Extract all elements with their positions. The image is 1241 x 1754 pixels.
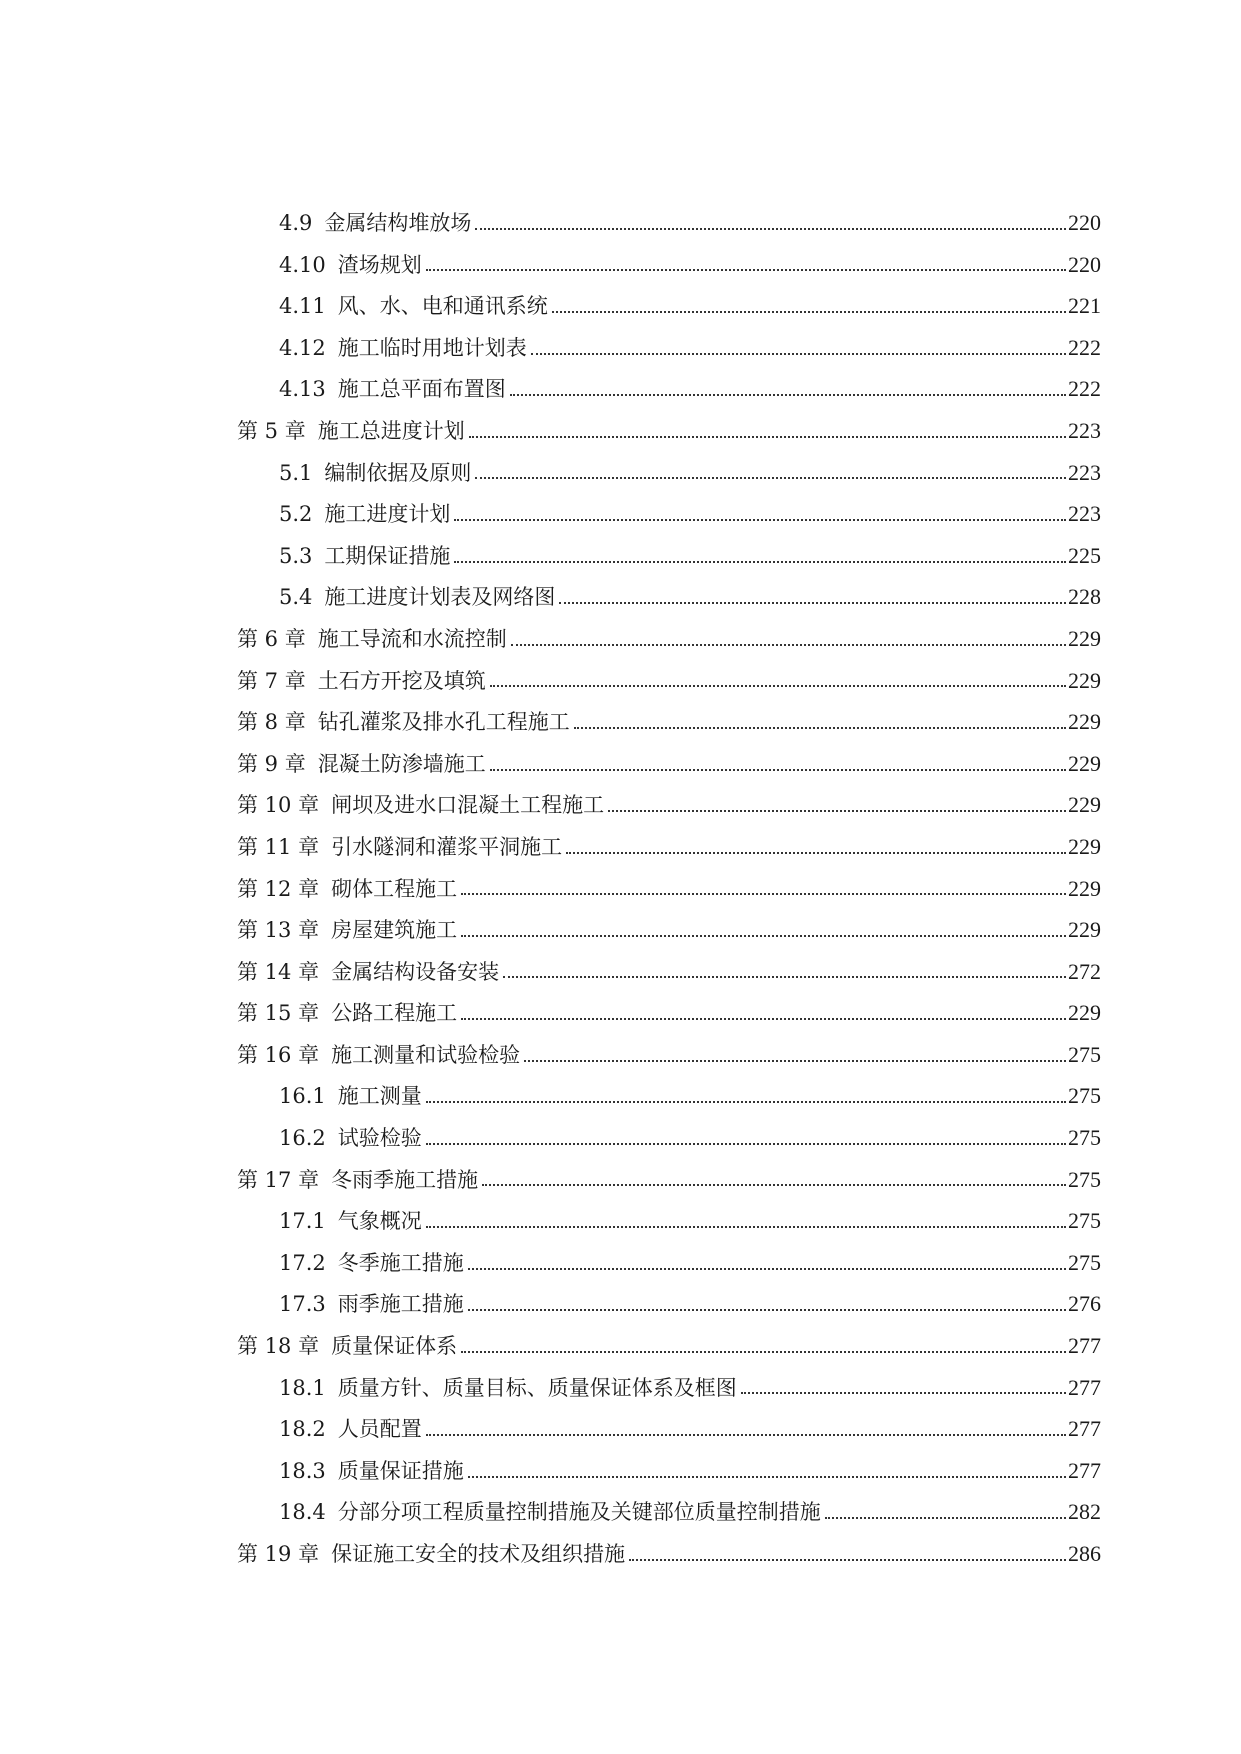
toc-chapter-entry[interactable] xyxy=(237,410,1101,452)
toc-section-entry[interactable] xyxy=(237,1450,1101,1492)
toc-entry-title: 砌体工程施工 xyxy=(331,876,458,901)
toc-page-number: 275 xyxy=(1068,1083,1101,1109)
toc-page-number: 229 xyxy=(1068,750,1101,776)
toc-entry-title: 分部分项工程质量控制措施及关键部位质量控制措施 xyxy=(337,1500,821,1525)
toc-entry-number: 第 14 章 xyxy=(237,959,320,984)
toc-page-number: 277 xyxy=(1068,1374,1101,1400)
toc-section-entry[interactable] xyxy=(237,1075,1101,1117)
toc-dot-leader xyxy=(426,1143,1066,1145)
toc-entry-number: 第 18 章 xyxy=(237,1334,320,1359)
toc-entry-title: 雨季施工措施 xyxy=(337,1292,464,1317)
toc-page-number: 275 xyxy=(1068,1249,1101,1275)
toc-dot-leader xyxy=(531,353,1066,355)
toc-entry-number: 第 16 章 xyxy=(237,1042,320,1067)
toc-dot-leader xyxy=(461,1351,1066,1353)
toc-entry-title: 引水隧洞和灌浆平洞施工 xyxy=(331,834,563,859)
toc-chapter-entry[interactable] xyxy=(237,1034,1101,1076)
toc-section-entry[interactable] xyxy=(237,1242,1101,1284)
toc-entry-title: 质量保证措施 xyxy=(337,1458,464,1483)
toc-entry-number: 17.2 xyxy=(279,1250,326,1275)
toc-entry-number: 第 9 章 xyxy=(237,751,306,776)
toc-entry-number: 18.1 xyxy=(279,1375,326,1400)
toc-chapter-entry[interactable] xyxy=(237,909,1101,951)
toc-entry-title: 工期保证措施 xyxy=(324,543,451,568)
toc-entry-title: 金属结构堆放场 xyxy=(324,211,472,235)
toc-entry-number: 17.3 xyxy=(279,1292,326,1317)
toc-page-number: 282 xyxy=(1068,1499,1101,1525)
toc-section-entry[interactable] xyxy=(237,576,1101,618)
toc-entry-title: 质量方针、质量目标、质量保证体系及框图 xyxy=(337,1375,737,1400)
toc-entry-number: 第 12 章 xyxy=(237,876,320,901)
toc-page-number: 220 xyxy=(1068,210,1101,235)
toc-page-number: 275 xyxy=(1068,1041,1101,1067)
toc-page-number: 225 xyxy=(1068,542,1101,568)
toc-entry-title: 金属结构设备安装 xyxy=(331,959,500,984)
toc-entry-number: 5.2 xyxy=(279,502,313,527)
toc-page-number: 277 xyxy=(1068,1457,1101,1483)
toc-page-number: 229 xyxy=(1068,792,1101,818)
toc-section-entry[interactable] xyxy=(237,202,1101,244)
toc-entry-title: 房屋建筑施工 xyxy=(331,918,458,943)
toc-dot-leader xyxy=(741,1392,1066,1394)
toc-entry-number: 16.1 xyxy=(279,1084,326,1109)
toc-entry-number: 4.10 xyxy=(279,252,326,277)
toc-chapter-entry[interactable] xyxy=(237,701,1101,743)
toc-entry-title: 混凝土防渗墙施工 xyxy=(317,751,486,776)
toc-page-number: 220 xyxy=(1068,251,1101,277)
toc-entry-number: 第 15 章 xyxy=(237,1001,320,1026)
toc-page-number: 223 xyxy=(1068,459,1101,485)
toc-entry-title: 气象概况 xyxy=(337,1209,422,1234)
toc-chapter-entry[interactable] xyxy=(237,1533,1101,1575)
toc-chapter-entry[interactable] xyxy=(237,660,1101,702)
toc-dot-leader xyxy=(475,477,1066,479)
toc-section-entry[interactable] xyxy=(237,535,1101,577)
toc-page-number: 229 xyxy=(1068,833,1101,859)
toc-dot-leader xyxy=(510,394,1066,396)
toc-entry-title: 施工进度计划 xyxy=(324,502,451,527)
toc-entry-title: 施工进度计划表及网络图 xyxy=(324,585,556,610)
toc-section-entry[interactable] xyxy=(237,368,1101,410)
toc-entry-title: 保证施工安全的技术及组织措施 xyxy=(331,1542,626,1566)
toc-chapter-entry[interactable] xyxy=(237,618,1101,660)
toc-page-number: 277 xyxy=(1068,1416,1101,1442)
toc-dot-leader xyxy=(574,727,1066,729)
toc-dot-leader xyxy=(454,561,1066,563)
toc-dot-leader xyxy=(461,935,1066,937)
toc-page-number: 229 xyxy=(1068,1000,1101,1026)
toc-entry-number: 第 6 章 xyxy=(237,626,306,651)
toc-dot-leader xyxy=(608,810,1066,812)
toc-page-number: 222 xyxy=(1068,376,1101,402)
toc-section-entry[interactable] xyxy=(237,1367,1101,1409)
toc-page-number: 275 xyxy=(1068,1208,1101,1234)
toc-entry-title: 施工导流和水流控制 xyxy=(317,626,507,651)
toc-entry-number: 第 17 章 xyxy=(237,1167,320,1192)
toc-chapter-entry[interactable] xyxy=(237,826,1101,868)
toc-entry-title: 施工总进度计划 xyxy=(317,418,465,443)
toc-entry-title: 风、水、电和通讯系统 xyxy=(337,294,548,319)
toc-entry-number: 18.2 xyxy=(279,1417,326,1442)
toc-dot-leader xyxy=(426,1434,1066,1436)
toc-entry-title: 编制依据及原则 xyxy=(324,460,472,485)
toc-dot-leader xyxy=(468,1476,1066,1478)
toc-section-entry[interactable] xyxy=(237,1491,1101,1533)
toc-entry-number: 5.1 xyxy=(279,460,313,485)
toc-entry-number: 第 11 章 xyxy=(237,834,320,859)
toc-page-number: 223 xyxy=(1068,417,1101,443)
toc-page-number: 286 xyxy=(1068,1541,1101,1566)
toc-section-entry[interactable] xyxy=(237,1200,1101,1242)
toc-section-entry[interactable] xyxy=(237,285,1101,327)
toc-page-number: 229 xyxy=(1068,667,1101,693)
toc-entry-number: 5.3 xyxy=(279,543,313,568)
toc-dot-leader xyxy=(468,1309,1066,1311)
toc-page-number: 228 xyxy=(1068,584,1101,610)
toc-dot-leader xyxy=(524,1060,1066,1062)
toc-section-entry[interactable] xyxy=(237,244,1101,286)
toc-chapter-entry[interactable] xyxy=(237,1159,1101,1201)
toc-entry-title: 人员配置 xyxy=(337,1417,422,1442)
toc-section-entry[interactable] xyxy=(237,327,1101,369)
toc-dot-leader xyxy=(511,644,1066,646)
toc-dot-leader xyxy=(461,893,1066,895)
toc-dot-leader xyxy=(475,228,1066,230)
toc-entry-title: 冬季施工措施 xyxy=(337,1250,464,1275)
toc-entry-title: 施工临时用地计划表 xyxy=(337,335,527,360)
table-of-contents xyxy=(237,202,1101,1575)
toc-dot-leader xyxy=(503,976,1066,978)
toc-dot-leader xyxy=(461,1018,1066,1020)
toc-page-number: 272 xyxy=(1068,958,1101,984)
toc-page-number: 221 xyxy=(1068,293,1101,319)
toc-entry-number: 第 19 章 xyxy=(237,1542,320,1566)
toc-section-entry[interactable] xyxy=(237,1283,1101,1325)
toc-section-entry[interactable] xyxy=(237,452,1101,494)
toc-dot-leader xyxy=(552,311,1066,313)
toc-dot-leader xyxy=(566,852,1066,854)
toc-section-entry[interactable] xyxy=(237,493,1101,535)
toc-entry-number: 第 7 章 xyxy=(237,668,306,693)
toc-entry-number: 第 10 章 xyxy=(237,793,320,818)
toc-entry-number: 17.1 xyxy=(279,1209,326,1234)
toc-entry-title: 渣场规划 xyxy=(337,252,422,277)
toc-dot-leader xyxy=(559,602,1066,604)
toc-page-number: 222 xyxy=(1068,334,1101,360)
toc-entry-title: 施工测量和试验检验 xyxy=(331,1042,521,1067)
toc-entry-title: 钻孔灌浆及排水孔工程施工 xyxy=(317,710,570,735)
toc-section-entry[interactable] xyxy=(237,1117,1101,1159)
toc-chapter-entry[interactable] xyxy=(237,1325,1101,1367)
toc-entry-number: 第 13 章 xyxy=(237,918,320,943)
toc-entry-title: 公路工程施工 xyxy=(331,1001,458,1026)
toc-entry-number: 4.9 xyxy=(279,211,313,235)
toc-page-number: 229 xyxy=(1068,625,1101,651)
toc-entry-title: 质量保证体系 xyxy=(331,1334,458,1359)
toc-entry-number: 18.3 xyxy=(279,1458,326,1483)
toc-entry-title: 试验检验 xyxy=(337,1126,422,1151)
toc-entry-title: 施工总平面布置图 xyxy=(337,377,506,402)
toc-dot-leader xyxy=(426,269,1066,271)
toc-entry-number: 5.4 xyxy=(279,585,313,610)
toc-entry-number: 第 5 章 xyxy=(237,418,306,443)
toc-dot-leader xyxy=(469,436,1066,438)
toc-entry-title: 土石方开挖及填筑 xyxy=(317,668,486,693)
toc-entry-number: 第 8 章 xyxy=(237,710,306,735)
toc-section-entry[interactable] xyxy=(237,1408,1101,1450)
toc-page-number: 229 xyxy=(1068,875,1101,901)
toc-entry-number: 16.2 xyxy=(279,1126,326,1151)
toc-entry-number: 18.4 xyxy=(279,1500,326,1525)
toc-dot-leader xyxy=(454,519,1066,521)
toc-dot-leader xyxy=(490,685,1066,687)
toc-entry-number: 4.12 xyxy=(279,335,326,360)
toc-chapter-entry[interactable] xyxy=(237,743,1101,785)
toc-page-number: 223 xyxy=(1068,501,1101,527)
toc-page-number: 229 xyxy=(1068,709,1101,735)
toc-entry-title: 冬雨季施工措施 xyxy=(331,1167,479,1192)
toc-dot-leader xyxy=(629,1559,1066,1561)
toc-dot-leader xyxy=(468,1268,1066,1270)
toc-chapter-entry[interactable] xyxy=(237,992,1101,1034)
toc-dot-leader xyxy=(426,1226,1066,1228)
toc-entry-title: 闸坝及进水口混凝土工程施工 xyxy=(331,793,605,818)
toc-dot-leader xyxy=(426,1101,1066,1103)
toc-page-number: 276 xyxy=(1068,1291,1101,1317)
toc-page-number: 229 xyxy=(1068,917,1101,943)
toc-chapter-entry[interactable] xyxy=(237,951,1101,993)
toc-page-number: 275 xyxy=(1068,1125,1101,1151)
toc-page-number: 275 xyxy=(1068,1166,1101,1192)
toc-entry-number: 4.11 xyxy=(279,294,326,319)
toc-dot-leader xyxy=(482,1184,1066,1186)
toc-chapter-entry[interactable] xyxy=(237,868,1101,910)
toc-dot-leader xyxy=(825,1517,1066,1519)
toc-entry-number: 4.13 xyxy=(279,377,326,402)
toc-dot-leader xyxy=(490,769,1066,771)
toc-entry-title: 施工测量 xyxy=(337,1084,422,1109)
toc-chapter-entry[interactable] xyxy=(237,784,1101,826)
toc-page-number: 277 xyxy=(1068,1333,1101,1359)
